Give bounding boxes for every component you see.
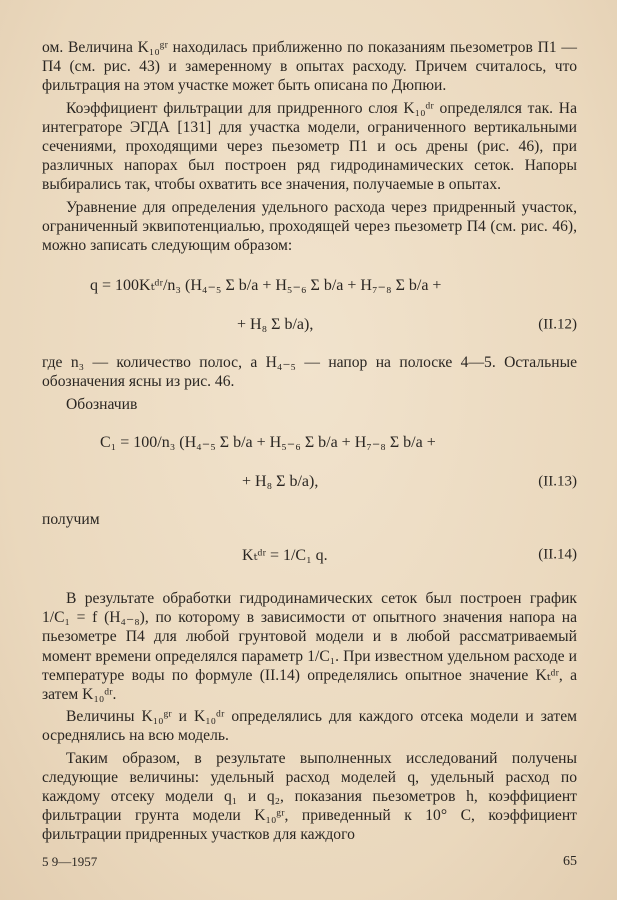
equation-II-12-number: (II.12) — [538, 316, 577, 333]
equation-II-12 — [42, 265, 577, 345]
equation-II-13-number: (II.13) — [538, 473, 577, 490]
paragraph-4: где n₃ — количество полос, а H₄₋₅ — напор на полоске 4—5. Остальные обозначения ясны из рис. 46. — [42, 354, 577, 391]
equation-II-14-line — [42, 535, 577, 575]
equation-II-13-line-2 — [42, 462, 577, 502]
paragraph-6: получим — [42, 510, 100, 528]
equation-II-14-text: Kₜᵈʳ = 1/C₁ q. — [242, 547, 328, 565]
paragraph-7: В результате обработки гидродинамических сеток был построен график 1/C₁ = f (H₄₋₈), по которому в зависимости от опытного значения напора на пьезометре П4 для любой грунтовой модели и в любой рассматриваемый момент времени определялся параметр 1/C₁. При известном удельном расходе и температуре воды по формуле (II.14) определялись опытное значение Kₜᵈʳ, а затем K₁₀ᵈʳ. — [42, 590, 577, 704]
paragraph-1: ом. Величина K₁₀ᵍʳ находилась приближенно по показаниям пьезометров П1 — П4 (см. рис. 43) и замеренному в опытах расходу. Причем считалось, что фильтрация на этом участке может быть описана по Дюпюи. — [42, 39, 577, 95]
equation-II-13-line-1 — [42, 422, 577, 462]
equation-II-12-line-2-text: + H₈ Σ b/a), — [237, 316, 314, 334]
equation-II-14 — [42, 535, 577, 575]
paragraph-2: Коэффициент фильтрации для придренного слоя K₁₀ᵈʳ определялся так. На интеграторе ЭГДА [131] для участка модели, ограниченного вертикальными сечениями, проходящими через пьезометр П1 и ось дрены (рис. 46), при различных напорах был построен ряд гидродинамических сеток. Напоры выбирались так, чтобы охватить все значения, получаемые в опытах. — [42, 99, 577, 194]
paragraph-5: Обозначив — [66, 395, 138, 413]
equation-II-14-number: (II.14) — [538, 546, 577, 563]
paragraph-9: Таким образом, в результате выполненных исследований получены следующие величины: удельный расход моделей q, удельный расход по каждому отсеку модели q₁ и q₂, показания пьезометров h, коэффициент фильтрации грунта модели K₁₀ᵍʳ, приведенный к 10° С, коэффициент фильтрации придренных участков для каждого — [42, 749, 577, 844]
printer-signature: 5 9—1957 — [42, 854, 98, 869]
equation-II-13-line-1-text: C₁ = 100/n₃ (H₄₋₅ Σ b/a + H₅₋₆ Σ b/a + H₇₋₈ Σ b/a + — [100, 433, 436, 451]
equation-II-12-line-2 — [42, 305, 577, 345]
equation-II-12-line-1 — [42, 265, 577, 305]
equation-II-13 — [42, 422, 577, 502]
page-footer — [42, 854, 577, 870]
paragraph-3: Уравнение для определения удельного расхода через придренный участок, ограниченный эквипотенциалью, проходящей через пьезометр П4 (см. рис. 46), можно записать следующим образом: — [42, 198, 577, 255]
equation-II-13-line-2-text: + H₈ Σ b/a), — [242, 472, 319, 490]
equation-II-12-line-1-text: q = 100Kₜᵈʳ/n₃ (H₄₋₅ Σ b/a + H₅₋₆ Σ b/a + H₇₋₈ Σ b/a + — [90, 277, 442, 295]
page-number: 65 — [563, 854, 577, 869]
paragraph-8: Величины K₁₀ᵍʳ и K₁₀ᵈʳ определялись для каждого отсека модели и затем осреднялись на всю модель. — [42, 708, 577, 745]
